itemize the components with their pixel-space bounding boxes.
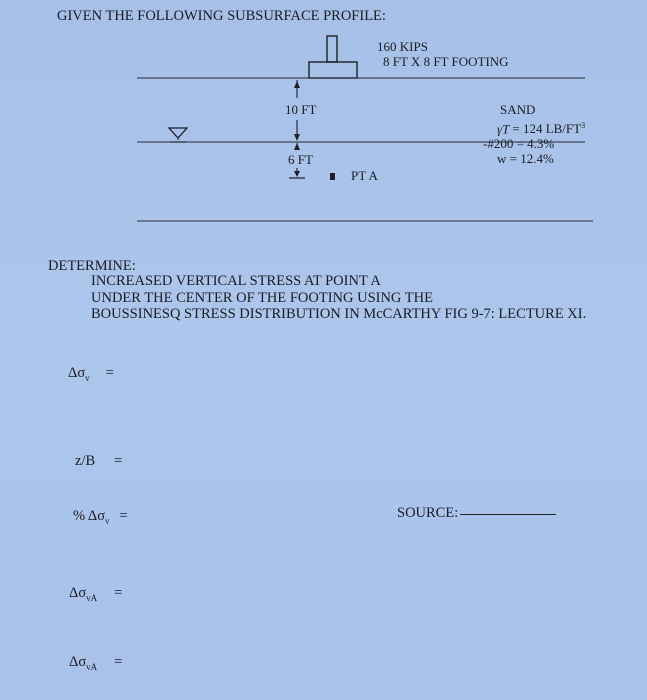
water-table-icon	[169, 128, 187, 138]
z-over-b-eq: =	[114, 453, 123, 469]
source-row	[397, 506, 556, 521]
determine-heading: DETERMINE:	[48, 258, 136, 274]
soil-fines: -#200 = 4.3%	[483, 136, 555, 151]
delta-sigma-v-row	[68, 366, 114, 383]
arrow-down-icon	[294, 171, 300, 177]
pct-delta-sigma-v-sub: v	[105, 515, 110, 526]
delta-sigma-va-row-2	[69, 655, 122, 672]
unit-weight-exponent: 3	[581, 121, 586, 130]
delta-sigma-v-eq: =	[105, 365, 114, 381]
arrow-up-icon	[294, 143, 300, 150]
determine-line-1: INCREASED VERTICAL STRESS AT POINT A	[91, 273, 381, 289]
soil-unit-weight	[497, 122, 585, 135]
load-label: 160 KIPS	[377, 39, 428, 54]
depth-6ft-label: 6 FT	[288, 152, 313, 167]
footing-shape	[309, 62, 357, 78]
delta-sigma-va-label-2: Δσ	[69, 654, 87, 670]
pct-delta-sigma-v-row	[73, 509, 128, 526]
delta-sigma-va-eq-1: =	[114, 585, 123, 601]
z-over-b-row	[75, 454, 122, 469]
delta-sigma-va-sub-2: vA	[86, 661, 98, 672]
point-a-label: PT A	[351, 168, 378, 183]
footing-label: 8 FT X 8 FT FOOTING	[383, 54, 509, 69]
soil-moisture: w = 12.4%	[497, 151, 554, 166]
depth-10ft-label: 10 FT	[285, 102, 317, 117]
column-shape	[327, 36, 337, 62]
pct-delta-sigma-v-label: % Δσ	[73, 508, 106, 524]
point-a-marker	[330, 173, 335, 180]
delta-sigma-v-label: Δσ	[68, 365, 86, 381]
soil-name: SAND	[500, 102, 536, 117]
delta-sigma-va-row-1	[69, 586, 122, 603]
page-title: GIVEN THE FOLLOWING SUBSURFACE PROFILE:	[57, 8, 386, 24]
determine-line-2: UNDER THE CENTER OF THE FOOTING USING THE	[91, 290, 433, 306]
source-blank[interactable]	[460, 514, 556, 515]
arrow-down-icon	[294, 134, 300, 141]
unit-weight-value: = 124 LB/FT	[512, 121, 582, 137]
delta-sigma-va-sub-1: vA	[86, 592, 98, 603]
delta-sigma-v-sub: v	[85, 372, 90, 383]
delta-sigma-va-eq-2: =	[114, 654, 123, 670]
pct-delta-sigma-v-eq: =	[119, 508, 128, 524]
source-label: SOURCE:	[397, 505, 459, 521]
z-over-b-label: z/B	[75, 453, 96, 469]
determine-line-3: BOUSSINESQ STRESS DISTRIBUTION IN McCARTHY FIG 9-7: LECTURE XI.	[91, 306, 587, 322]
unit-weight-symbol: γT	[497, 121, 510, 137]
delta-sigma-va-label-1: Δσ	[69, 585, 87, 601]
